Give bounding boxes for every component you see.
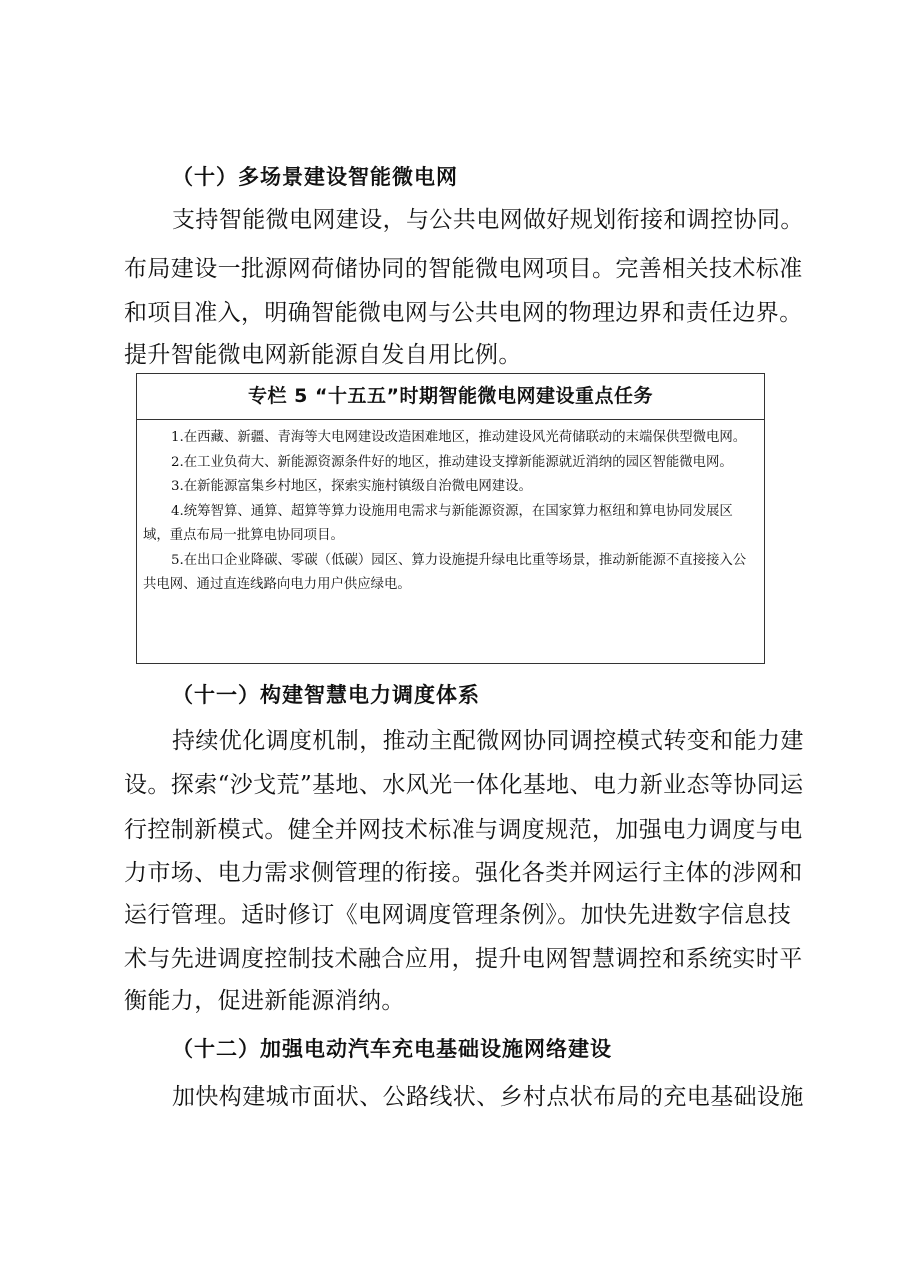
task-item: 4.统筹智算、通算、超算等算力设施用电需求与新能源资源，在国家算力枢纽和算电协同发展区域，重点布局一批算电协同项目。	[143, 503, 733, 543]
paragraph-line: 行控制新模式。健全并网技术标准与调度规范，加强电力调度与电	[124, 817, 803, 843]
section-heading-12: （十二）加强电动汽车充电基础设施网络建设	[172, 1037, 612, 1061]
task-item: 2.在工业负荷大、新能源资源条件好的地区，推动建设支撑新能源就近消纳的园区智能微电网。	[171, 454, 733, 470]
paragraph-line: 和项目准入，明确智能微电网与公共电网的物理边界和责任边界。	[124, 300, 803, 326]
paragraph-line: 术与先进调度控制技术融合应用，提升电网智慧调控和系统实时平	[124, 946, 803, 972]
paragraph-line: 运行管理。适时修订《电网调度管理条例》。加快先进数字信息技	[124, 902, 792, 928]
column-box-title: 专栏 5 “十五五”时期智能微电网建设重点任务	[137, 374, 764, 420]
task-item: 5.在出口企业降碳、零碳（低碳）园区、算力设施提升绿电比重等场景，推动新能源不直接接入公共电网、通过直连线路向电力用户供应绿电。	[143, 552, 747, 592]
paragraph-line: 支持智能微电网建设，与公共电网做好规划衔接和调控协同。	[172, 207, 804, 233]
paragraph-line: 衡能力，促进新能源消纳。	[124, 988, 405, 1014]
section-heading-11: （十一）构建智慧电力调度体系	[172, 683, 480, 707]
task-item: 3.在新能源富集乡村地区，探索实施村镇级自治微电网建设。	[171, 479, 532, 494]
column-box	[136, 373, 765, 664]
paragraph-line: 加快构建城市面状、公路线状、乡村点状布局的充电基础设施	[172, 1084, 804, 1110]
paragraph-line: 提升智能微电网新能源自发自用比例。	[124, 342, 522, 368]
paragraph-line: 布局建设一批源网荷储协同的智能微电网项目。完善相关技术标准	[124, 256, 803, 282]
paragraph-line: 力市场、电力需求侧管理的衔接。强化各类并网运行主体的涉网和	[124, 860, 803, 886]
paragraph-line: 持续优化调度机制，推动主配微网协同调控模式转变和能力建	[172, 728, 804, 754]
paragraph-line: 设。探索“沙戈荒”基地、水风光一体化基地、电力新业态等协同运	[124, 772, 804, 798]
section-heading-10: （十）多场景建设智能微电网	[172, 165, 458, 189]
task-item: 1.在西藏、新疆、青海等大电网建设改造困难地区，推动建设风光荷储联动的末端保供型微电网。	[171, 430, 747, 445]
column-box-body	[137, 420, 764, 598]
